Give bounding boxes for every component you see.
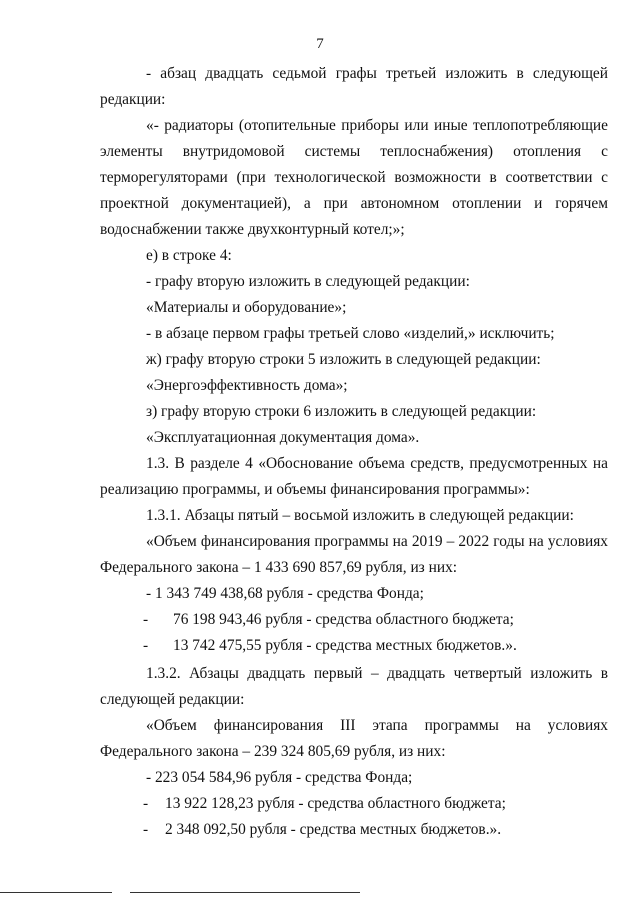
text-line: «Эксплуатационная документация дома». [146, 429, 420, 446]
list-dash: - [143, 795, 149, 812]
text-line: следующей редакции: [100, 691, 245, 708]
text-line [143, 636, 517, 656]
text-line: терморегуляторами (при технологической возможности в соответствии с [100, 169, 608, 186]
text-line [143, 794, 506, 814]
list-text: 76 198 943,46 рубля - средства областного бюджета; [173, 611, 514, 628]
text-line: «Объем финансирования III этапа программы на условиях [146, 717, 608, 734]
text-line [143, 820, 501, 840]
text-line: «Объем финансирования программы на 2019 – 2022 годы на условиях [146, 533, 608, 550]
text-line: ж) графу вторую строки 5 изложить в следующей редакции: [146, 351, 541, 368]
text-line: водоснабжении также двухконтурный котел;»; [100, 221, 405, 238]
text-line: редакции: [100, 91, 166, 108]
text-line: - 223 054 584,96 рубля - средства Фонда; [146, 769, 413, 786]
text-line: - графу вторую изложить в следующей редакции: [146, 273, 470, 290]
text-line: 1.3.1. Абзацы пятый – восьмой изложить в следующей редакции: [146, 507, 574, 524]
list-dash: - [143, 637, 149, 654]
footer-rule [0, 892, 112, 893]
text-line: «Материалы и оборудование»; [146, 299, 347, 316]
text-line: проектной документацией), а при автономном отоплении и горячем [100, 195, 608, 212]
text-line: з) графу вторую строки 6 изложить в следующей редакции: [146, 403, 537, 420]
text-line: «- радиаторы (отопительные приборы или иные теплопотребляющие [146, 117, 608, 134]
text-line: - 1 343 749 438,68 рубля - средства Фонда; [146, 585, 424, 602]
text-line: реализацию программы, и объемы финансирования программы»: [100, 481, 530, 498]
footer-rule [130, 892, 360, 893]
text-line: Федерального закона – 239 324 805,69 рубля, из них: [100, 743, 446, 760]
list-text: 13 742 475,55 рубля - средства местных бюджетов.». [173, 637, 517, 654]
text-line: Федерального закона – 1 433 690 857,69 рубля, из них: [100, 559, 458, 576]
list-text: 2 348 092,50 рубля - средства местных бюджетов.». [165, 821, 502, 838]
list-dash: - [143, 821, 149, 838]
list-dash: - [143, 611, 149, 628]
text-line: - абзац двадцать седьмой графы третьей изложить в следующей [146, 65, 608, 82]
text-line: - в абзаце первом графы третьей слово «изделий,» исключить; [146, 325, 555, 342]
text-line: элементы внутридомовой системы теплоснабжения) отопления с [100, 143, 608, 160]
text-line [143, 610, 514, 630]
text-line: е) в строке 4: [146, 247, 232, 264]
text-line: 1.3.2. Абзацы двадцать первый – двадцать четвертый изложить в [146, 665, 608, 682]
text-line: «Энергоэффективность дома»; [146, 377, 348, 394]
list-text: 13 922 128,23 рубля - средства областного бюджета; [165, 795, 506, 812]
page-number: 7 [316, 36, 324, 52]
text-line: 1.3. В разделе 4 «Обоснование объема средств, предусмотренных на [146, 455, 608, 472]
